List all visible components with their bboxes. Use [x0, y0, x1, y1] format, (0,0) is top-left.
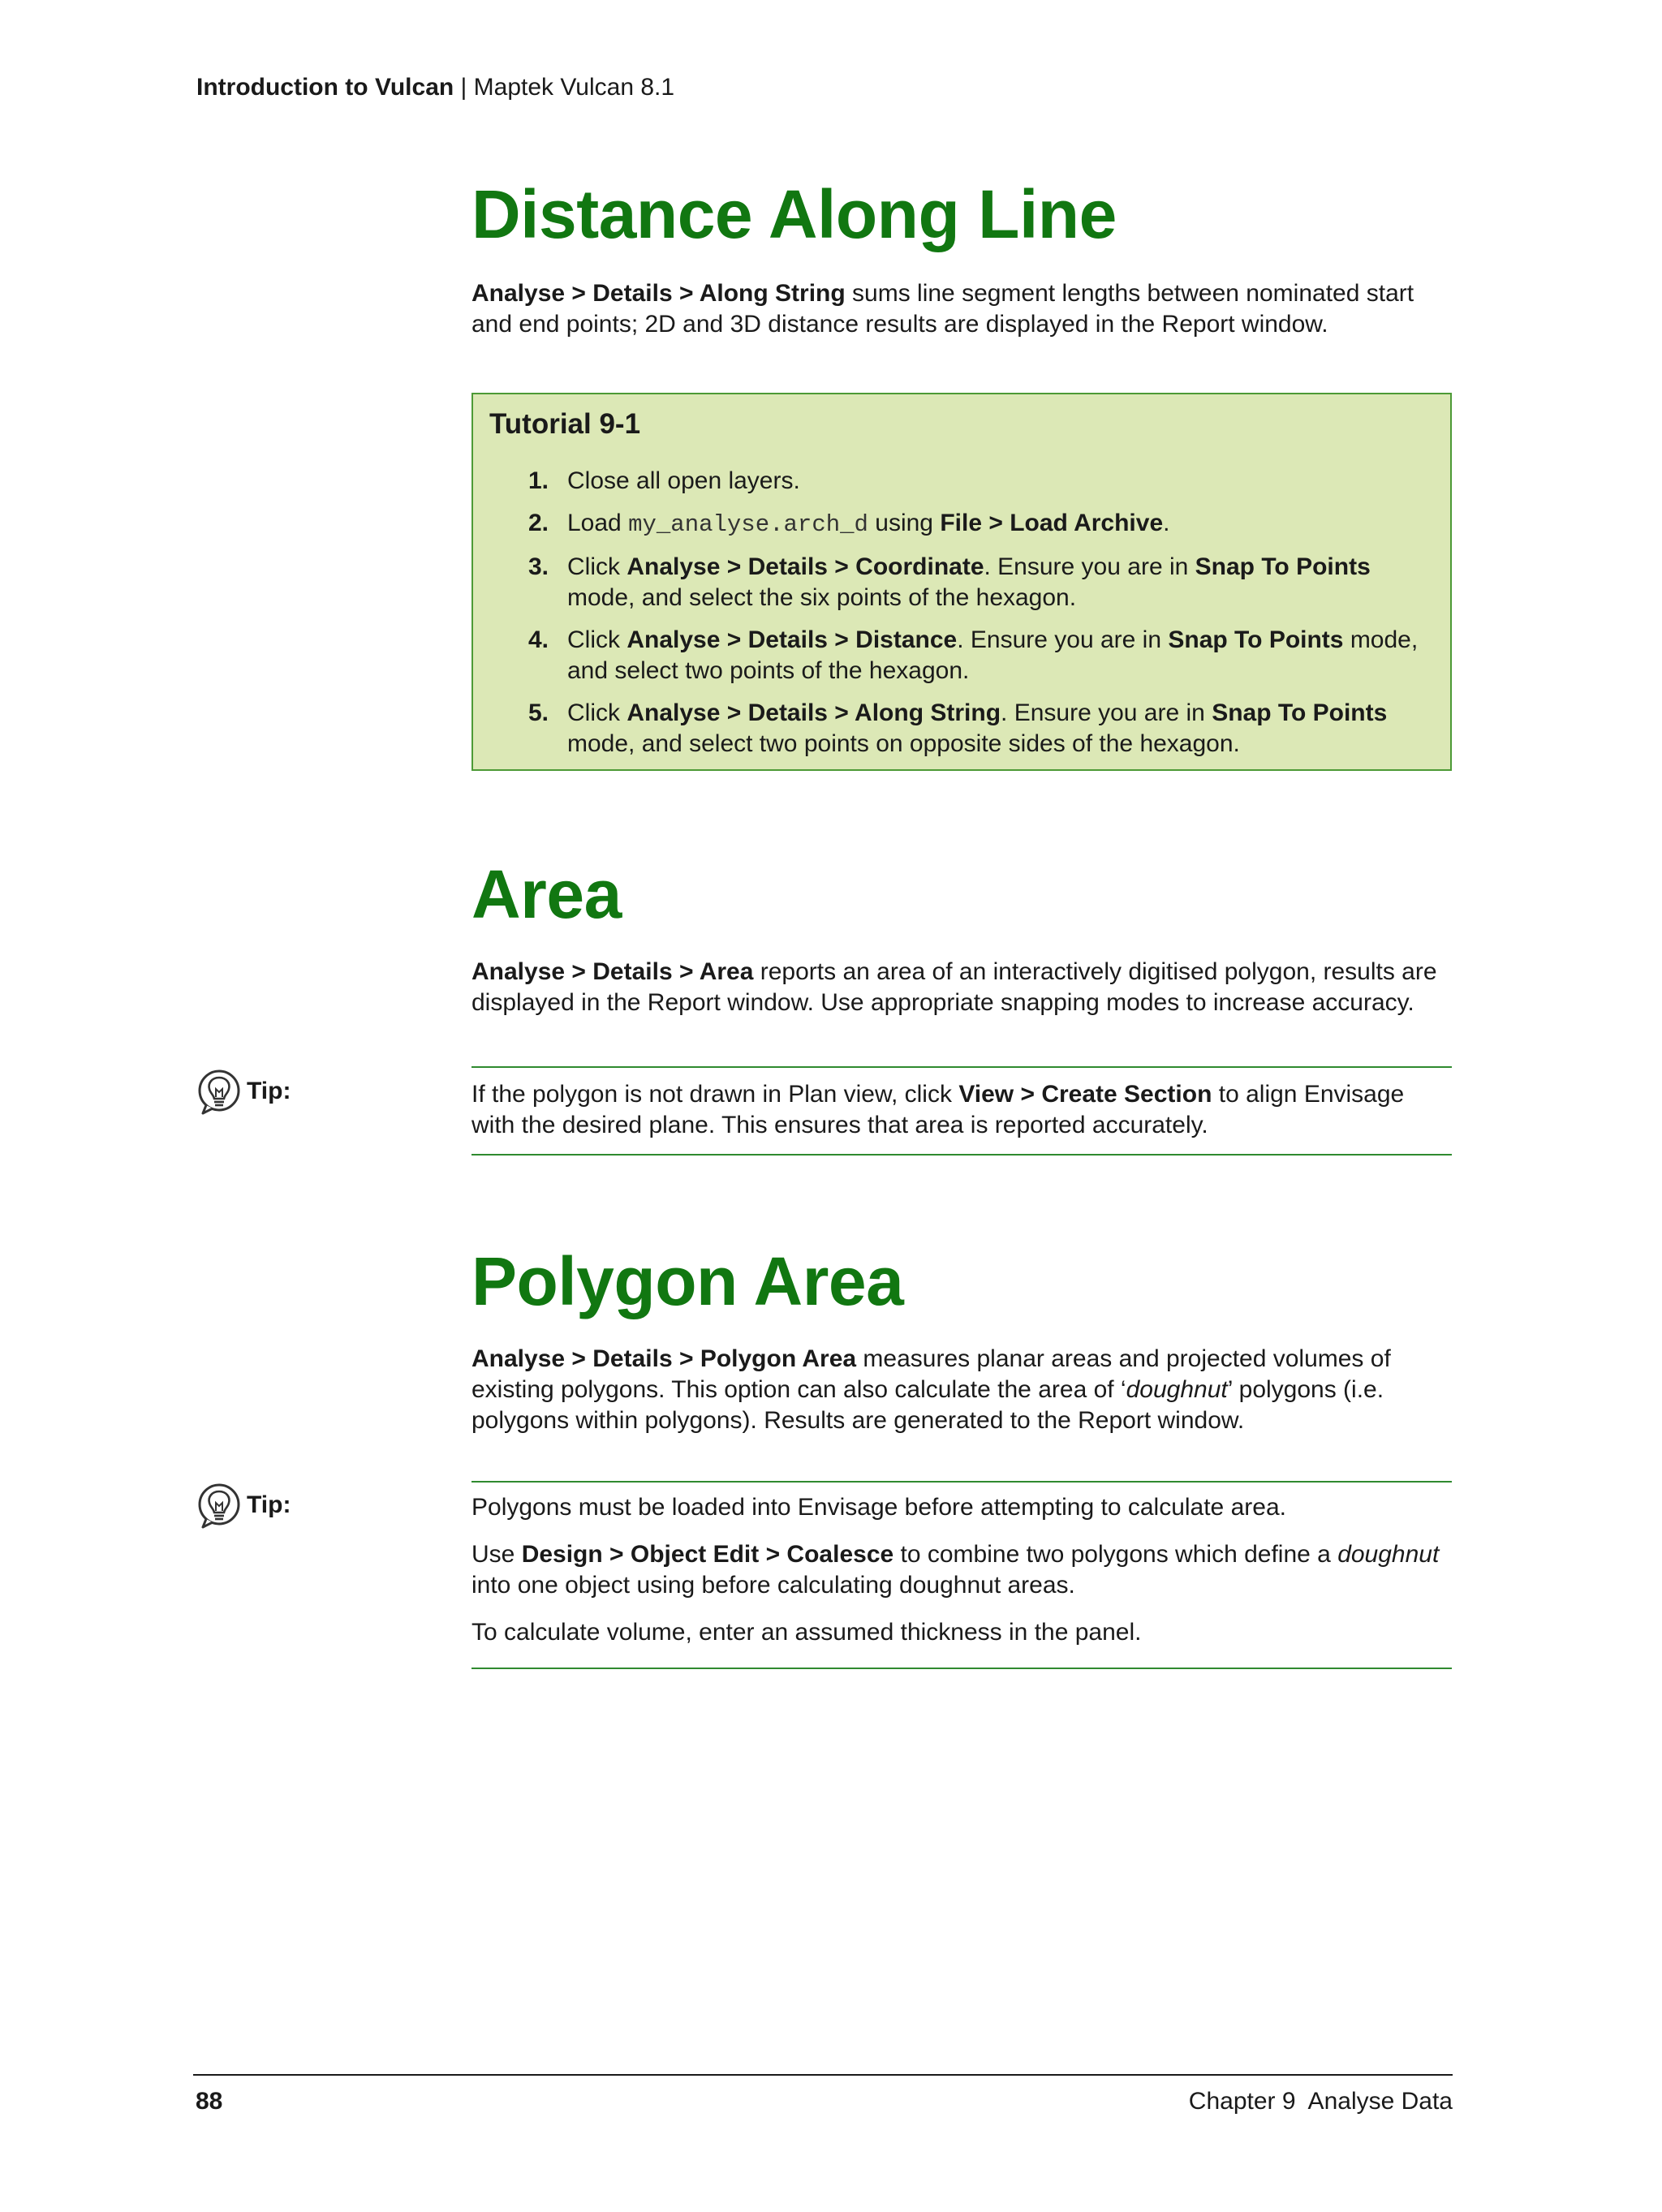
tutorial-step-3	[528, 552, 1429, 613]
intro-text: measures planar areas and projected volumes of existing polygons. This option can also calculate the area of ‘	[471, 1345, 1391, 1403]
step-number: 5.	[528, 699, 549, 726]
emphasis: doughnut	[1337, 1541, 1440, 1568]
snap-mode: Snap To Points	[1195, 553, 1371, 580]
menu-path: Analyse > Details > Along String	[471, 280, 846, 307]
snap-mode: Snap To Points	[1168, 626, 1344, 653]
step-text	[567, 466, 1429, 497]
header-separator: |	[454, 74, 474, 101]
intro-text: sums line segment lengths between nominated start and end points; 2D and 3D distance results are displayed in the Report window.	[471, 280, 1414, 338]
intro-text: ’ polygons (i.e. polygons within polygons). Results are generated to the Report window.	[471, 1376, 1384, 1434]
step-text	[567, 698, 1429, 760]
step-number: 1.	[528, 467, 549, 494]
step-text-part: Click	[567, 626, 627, 653]
tip-text-part: If the polygon is not drawn in Plan view, click	[471, 1081, 959, 1108]
tip-text-part: to align Envisage with the desired plane. This ensures that area is reported accurately.	[471, 1081, 1405, 1138]
step-text	[567, 508, 1429, 540]
step-text-part: . Ensure you are in	[957, 626, 1169, 653]
tip-label-text: Tip:	[247, 1491, 291, 1518]
step-text-part: Load	[567, 510, 629, 536]
step-text-part: mode, and select two points on opposite sides of the hexagon.	[567, 730, 1240, 757]
tutorial-steps	[528, 466, 1429, 771]
tutorial-step-5	[528, 698, 1429, 760]
lightbulb-icon	[196, 1068, 242, 1115]
menu-path: Design > Object Edit > Coalesce	[521, 1541, 894, 1568]
tip-label	[196, 1068, 291, 1115]
menu-path: View > Create Section	[958, 1081, 1212, 1108]
step-text	[567, 552, 1429, 613]
menu-path: Analyse > Details > Distance	[626, 626, 958, 653]
emphasis: doughnut	[1126, 1376, 1228, 1403]
tip-text-part: into one object using before calculating doughnut areas.	[471, 1572, 1075, 1599]
step-number: 4.	[528, 626, 549, 653]
section-title-polygon-area: Polygon Area	[471, 1243, 904, 1319]
tip-label-text: Tip:	[247, 1078, 291, 1104]
menu-path: Analyse > Details > Area	[471, 958, 754, 985]
step-text-part: Click	[567, 553, 627, 580]
tutorial-step-1	[528, 466, 1429, 497]
tip-box-create-section	[471, 1066, 1452, 1155]
footer-rule	[193, 2074, 1453, 2076]
section-intro-distance	[471, 278, 1453, 340]
tip-label	[196, 1482, 291, 1529]
tip-text-part: Use	[471, 1541, 522, 1568]
step-text-part: Close all open layers.	[567, 467, 800, 494]
step-text-part: . Ensure you are in	[984, 553, 1195, 580]
step-number: 3.	[528, 553, 549, 580]
lightbulb-icon	[196, 1482, 242, 1529]
step-text-part: Click	[567, 699, 627, 726]
menu-path: Analyse > Details > Coordinate	[626, 553, 984, 580]
page-number: 88	[196, 2088, 223, 2115]
section-title-area: Area	[471, 856, 622, 932]
menu-path: File > Load Archive	[940, 510, 1164, 536]
step-text	[567, 625, 1429, 686]
menu-path: Analyse > Details > Along String	[626, 699, 1001, 726]
step-text-part: .	[1163, 510, 1170, 536]
step-number: 2.	[528, 510, 549, 536]
tutorial-title: Tutorial 9-1	[489, 408, 641, 440]
tip-paragraph-2	[471, 1539, 1452, 1601]
snap-mode: Snap To Points	[1212, 699, 1388, 726]
tip-text-part: to combine two polygons which define a	[893, 1541, 1338, 1568]
header-book-title: Introduction to Vulcan	[196, 74, 454, 101]
tip-box-polygons	[471, 1481, 1452, 1669]
step-text-part: mode, and select two points of the hexagon.	[567, 626, 1419, 684]
tip-text	[471, 1079, 1452, 1141]
archive-filename: my_analyse.arch_d	[628, 511, 868, 538]
tutorial-step-2	[528, 508, 1429, 540]
section-title-distance-along-line: Distance Along Line	[471, 176, 1117, 252]
tip-paragraph-1: Polygons must be loaded into Envisage before attempting to calculate area.	[471, 1494, 1286, 1521]
step-text-part: mode, and select the six points of the hexagon.	[567, 584, 1077, 611]
step-text-part: using	[868, 510, 941, 536]
tip-paragraph-3: To calculate volume, enter an assumed thickness in the panel.	[471, 1619, 1142, 1646]
header-product: Maptek Vulcan 8.1	[473, 74, 675, 101]
footer-chapter: Chapter 9 Analyse Data	[1188, 2088, 1453, 2115]
tutorial-box	[471, 393, 1452, 771]
intro-text: reports an area of an interactively digitised polygon, results are displayed in the Report window. Use appropriate snapping modes to increase accuracy.	[471, 958, 1437, 1016]
menu-path: Analyse > Details > Polygon Area	[471, 1345, 857, 1372]
section-intro-polygon-area	[471, 1344, 1453, 1436]
section-intro-area	[471, 957, 1453, 1018]
tutorial-step-4	[528, 625, 1429, 686]
step-text-part: . Ensure you are in	[1001, 699, 1212, 726]
running-header	[196, 71, 674, 104]
